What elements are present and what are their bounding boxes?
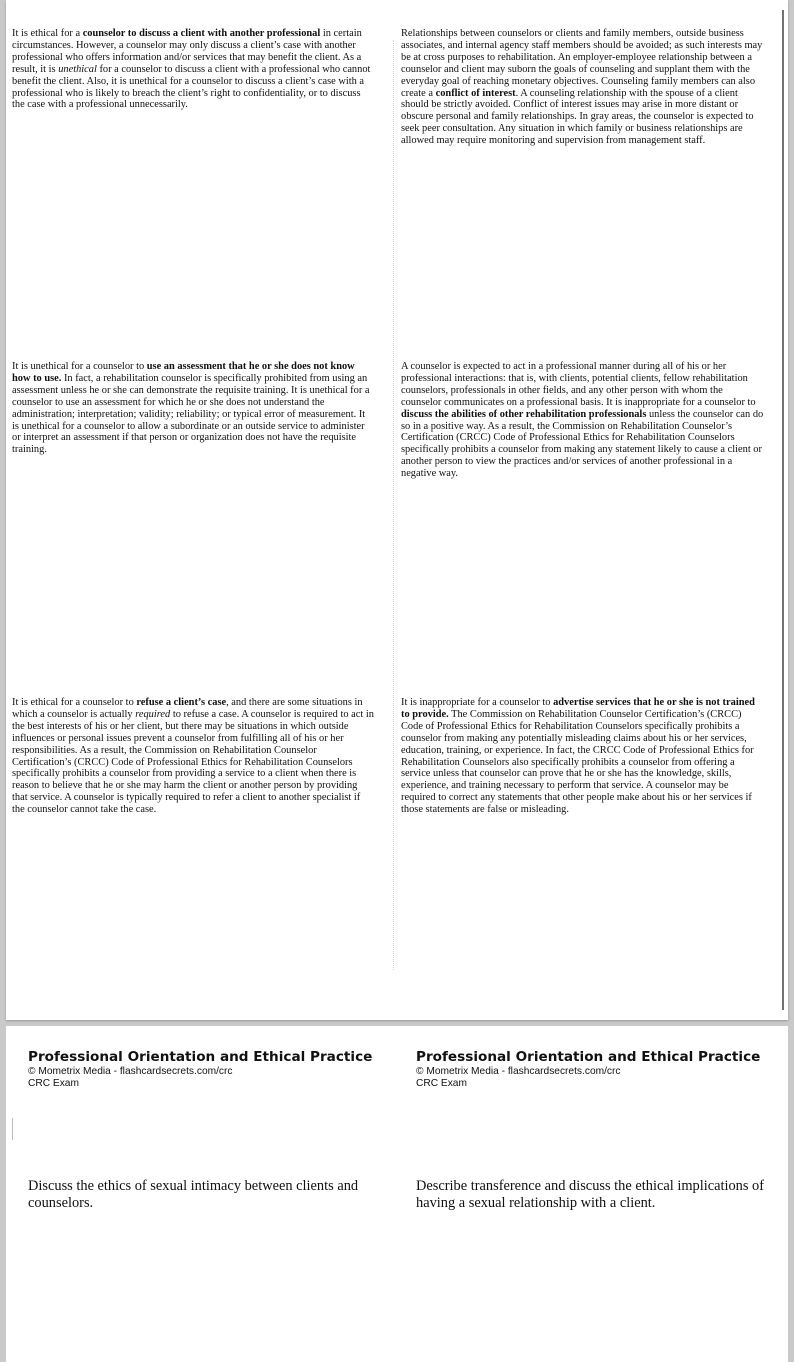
key-term: discuss the abilities of other rehabilitation professionals xyxy=(401,408,647,420)
body-text: It is ethical for a xyxy=(12,28,83,39)
answer-card-discuss-client xyxy=(12,28,374,111)
body-text: unless the counselor can do so in a positive way. As a result, the Commission on Rehabilitation Counselor’s Certification (CRCC) Code of Professional Ethics for Rehabilitation Counselors specifically prohibits a counselor from making any statement likely to cause a client or another person to view the practices and/or services of another professional in a negative way. xyxy=(401,408,764,480)
key-term: conflict of interest xyxy=(435,87,516,99)
question-card-2-title: Professional Orientation and Ethical Practice xyxy=(416,1049,761,1065)
margin-mark xyxy=(12,1118,13,1140)
body-text: It is unethical for a counselor to xyxy=(12,361,147,372)
key-term: advertise services that he or she is not trained to provide. xyxy=(401,697,755,720)
body-text: It is ethical for a counselor to xyxy=(12,697,137,708)
emphasis-text: required xyxy=(135,708,171,720)
body-text: The Commission on Rehabilitation Counselor Certification’s (CRCC) Code of Professional Ethics for Rehabilitation Counselors specifically prohibits a counselor from making any potentially misleading claims about his or her services, education, training, or experience. In fact, the CRCC Code of Professional Ethics for Rehabilitation Counselors also specifically prohibits a counselor from offering a service unless that counselor can prove that he or she has the knowledge, skills, experience, and training necessary to perform that service. A counselor may be required to correct any statements that other people make about his or her services if those statements are false or misleading. xyxy=(401,708,754,816)
body-text: , and there are some situations in which a counselor is actually xyxy=(12,697,363,720)
question-card-2-meta xyxy=(416,1066,776,1089)
answer-card-advertise-services xyxy=(401,697,765,816)
answer-card-conflict-of-interest xyxy=(401,28,765,147)
emphasis-text: unethical xyxy=(58,63,97,75)
answer-sheet xyxy=(6,0,788,1020)
body-text: for a counselor to discuss a client with a professional who cannot benefit the client. Also, it is unethical for a counselor to discuss a client’s case with a professional who is likely to breach the client’s right to confidentiality, or to discuss the case with a professional unnecessarily. xyxy=(12,63,371,111)
exam-label: CRC Exam xyxy=(416,1077,467,1089)
key-term: use an assessment that he or she does not know how to use. xyxy=(12,361,355,384)
exam-label: CRC Exam xyxy=(28,1077,79,1089)
body-text: Relationships between counselors or clients and family members, outside business associates, and internal agency staff members should be avoided; as such interests may be at cross purposes to rehabilitation. An employer-employee relationship between a counselor and client may suborn the goals of counseling and supplant them with the everyday goal of reaching monetary objectives. Counseling family members can also create a xyxy=(401,28,763,99)
question-card-1-question: Discuss the ethics of sexual intimacy between clients and counselors. xyxy=(28,1178,359,1211)
page-edge-shadow xyxy=(782,10,784,1010)
copyright-line: © Mometrix Media - flashcardsecrets.com/crc xyxy=(28,1066,233,1077)
body-text: In fact, a rehabilitation counselor is specifically prohibited from using an assessment unless he or she can demonstrate the requisite training. It is unethical for a counselor to use an assessment for which he or she does not understand the administration; interpretation; validity; reliability; or typical error of measurement. It is unethical for a counselor to allow a subordinate or an outside service to administer or interpret an assessment if that person or organization does not have the requisite training. xyxy=(12,372,370,456)
body-text: to refuse a case. A counselor is required to act in the best interests of his or her client, but there may be situations in which outside influences or personal issues prevent a counselor from fulfilling all of his or her responsibilities. As a result, the Commission on Rehabilitation Counselor Certification’s (CRCC) Code of Professional Ethics for Rehabilitation Counselors specifically prohibits a counselor from providing a service to a client when there is reason to believe that he or she may harm the client or another person by providing that service. A counselor is typically required to refer a client to another specialist if the counselor cannot take the case. xyxy=(12,708,374,816)
answer-card-refuse-case xyxy=(12,697,374,816)
question-card-1-title: Professional Orientation and Ethical Practice xyxy=(28,1049,373,1065)
key-term: refuse a client’s case xyxy=(136,697,227,708)
body-text: A counselor is expected to act in a professional manner during all of his or her professional interactions: that is, with clients, potential clients, fellow rehabilitation counselors, professionals in other fields, and any other person with whom the counselor communicates on a professional basis. It is inappropriate for a counselor to xyxy=(401,361,756,408)
body-text: It is inappropriate for a counselor to xyxy=(401,697,554,708)
answer-card-assessment-use xyxy=(12,361,374,456)
answer-card-discuss-professionals xyxy=(401,361,765,480)
question-card-1-meta xyxy=(28,1066,388,1089)
copyright-line: © Mometrix Media - flashcardsecrets.com/crc xyxy=(416,1066,621,1077)
question-card-2-question: Describe transference and discuss the ethical implications of having a sexual relationship with a client. xyxy=(416,1178,765,1211)
key-term: counselor to discuss a client with another professional xyxy=(82,28,321,39)
body-text: in certain circumstances. However, a counselor may only discuss a client’s case with another professional who offers information and/or services that may benefit the client. As a result, it is xyxy=(12,28,362,75)
cut-guide xyxy=(393,40,394,970)
body-text: . A counseling relationship with the spouse of a client should be strictly avoided. Conflict of interest issues may arise in more distant or obscure personal and family relationships. In gray areas, the counselor is expected to seek peer consultation. Any situation in which family or business relationships are allowed may require monitoring and supervision from management staff. xyxy=(401,87,754,147)
